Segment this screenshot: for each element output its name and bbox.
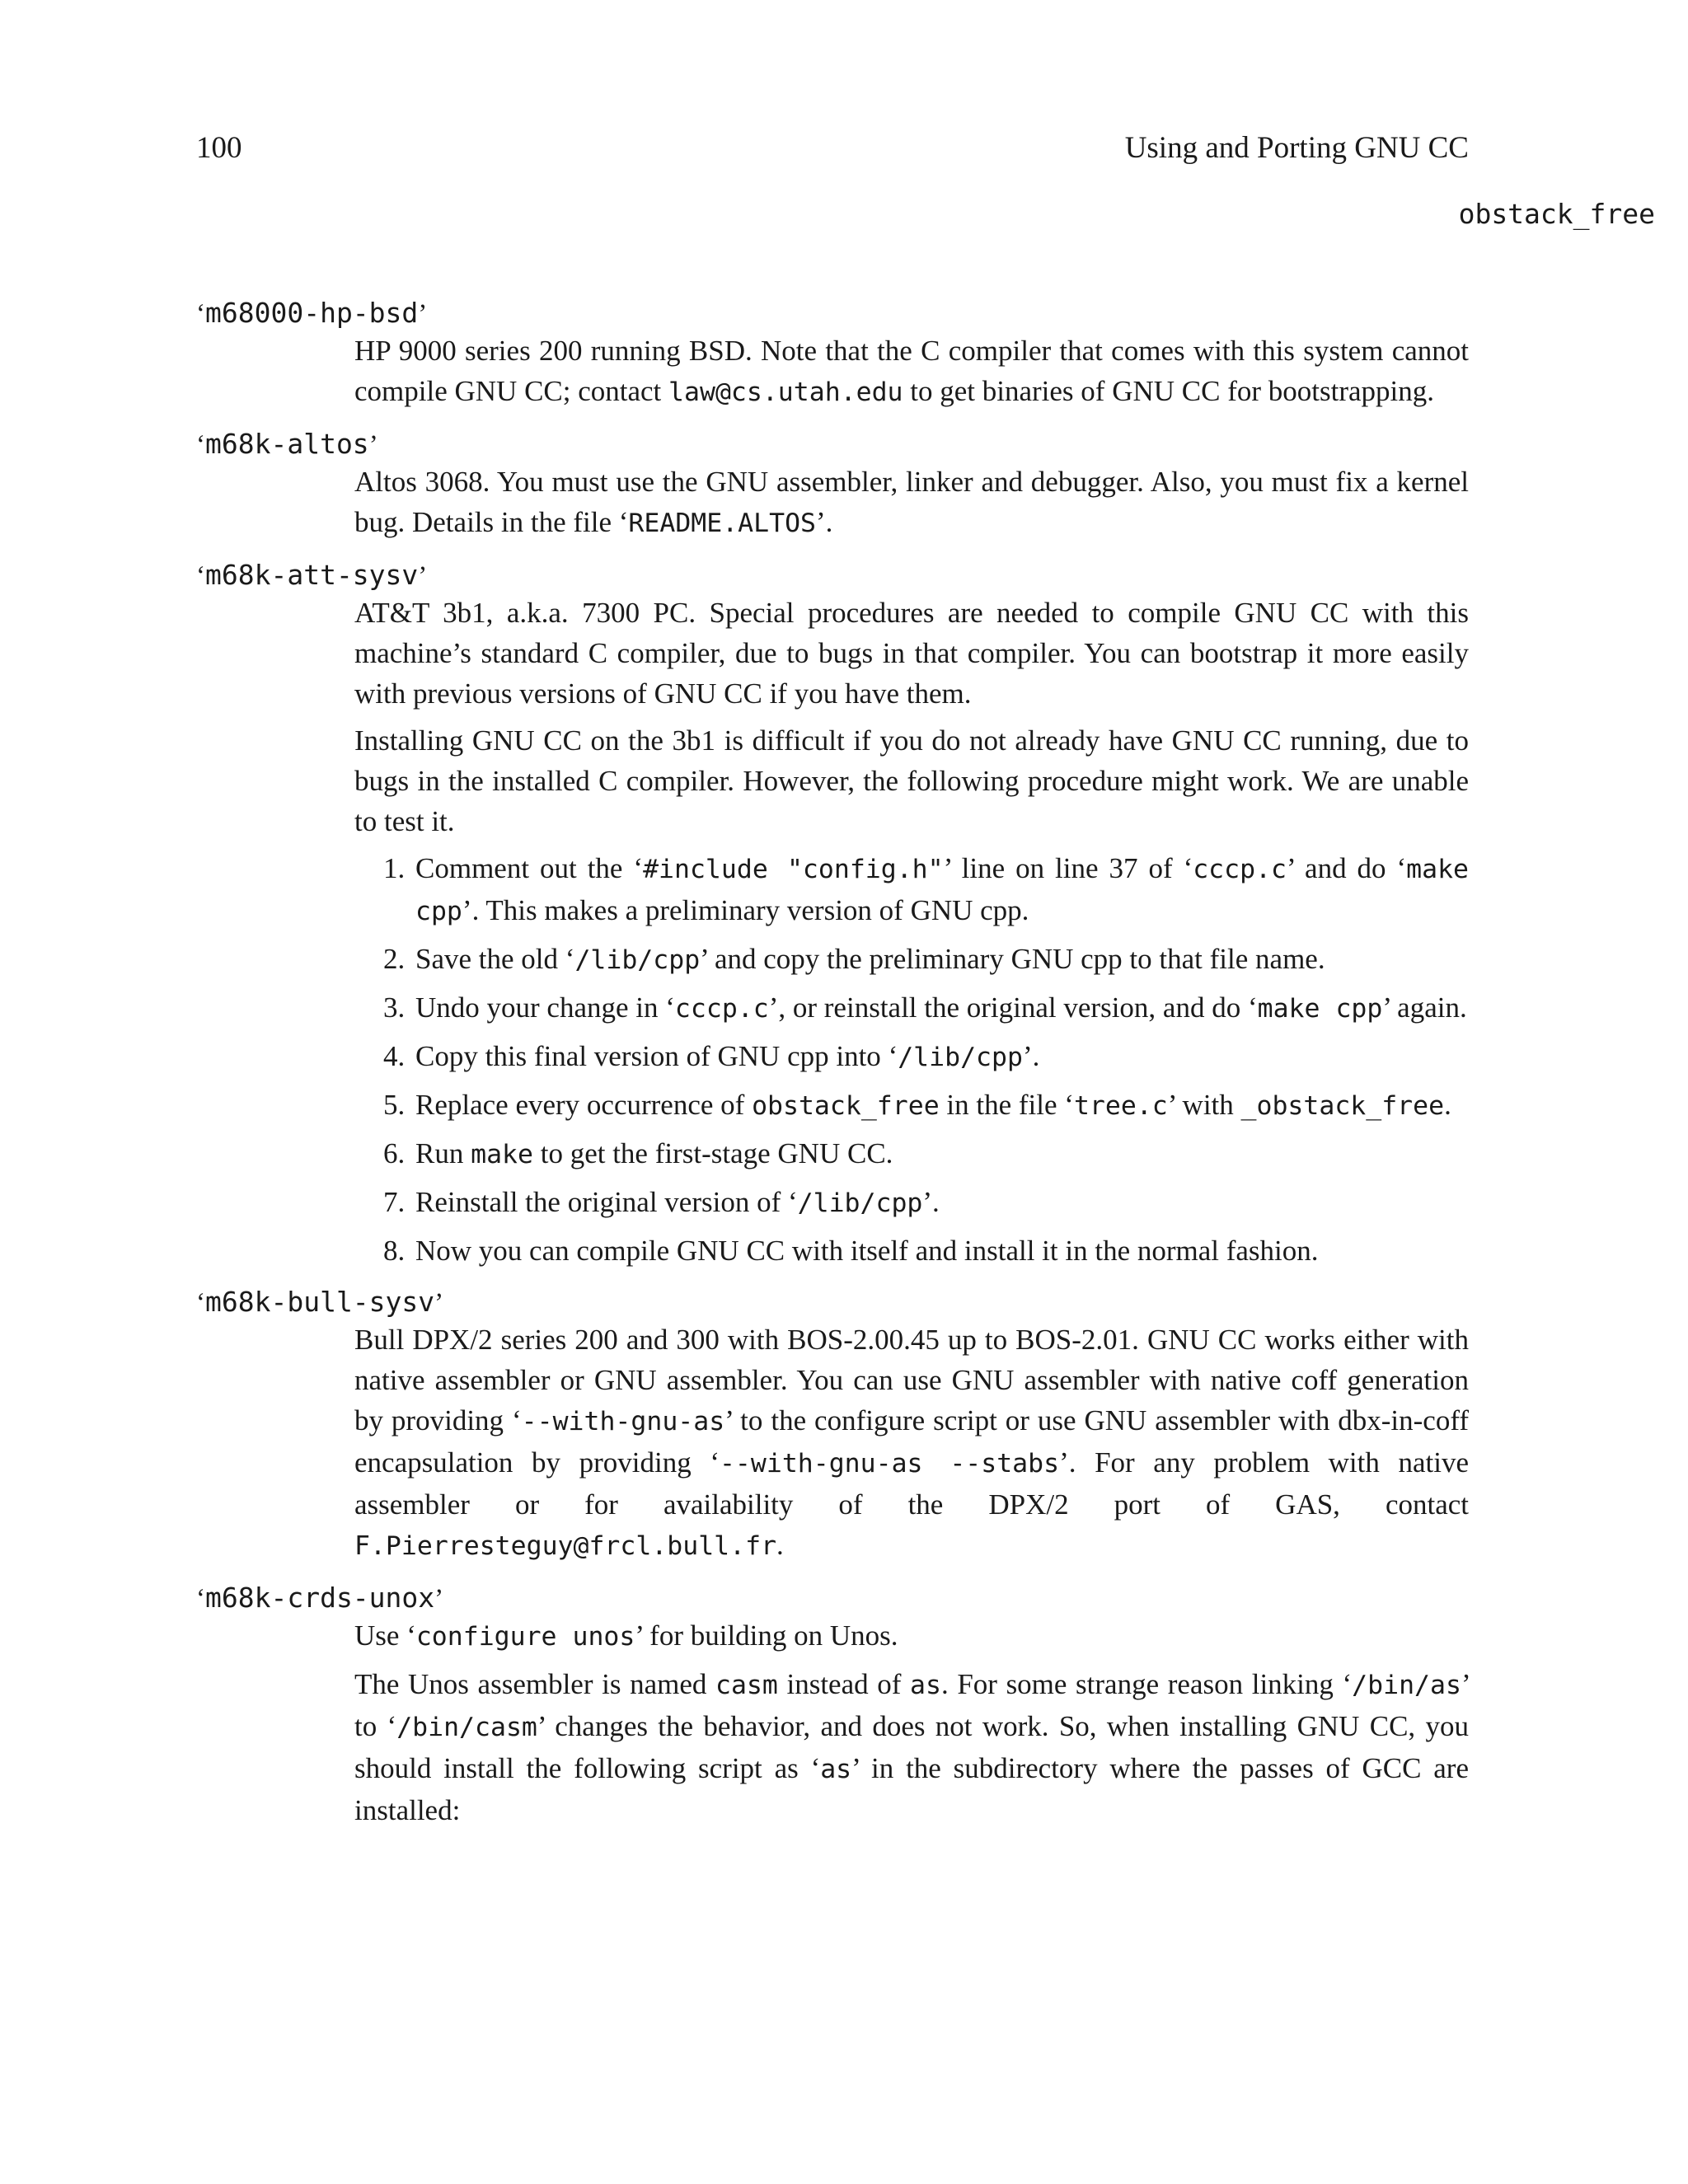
list-item: 1. Comment out the ‘#include "config.h"’ line on line 37 of ‘cccp.c’ and do ‘make cpp’. This makes a preliminary version of GNU cpp. <box>412 848 1469 932</box>
paragraph: Bull DPX/2 series 200 and 300 with BOS-2.00.45 up to BOS-2.01. GNU CC works either with native assembler or GNU assembler. You can use GNU assembler with native coff generation by providing ‘--with-gnu-as’ to the configure script or use GNU assembler with dbx-in-coff encapsulation by providing ‘--with-gnu-as --stabs’. For any problem with native assembler or for availability of the DPX/2 port of GAS, contact F.Pierresteguy@frcl.bull.fr. <box>354 1324 1470 1561</box>
paragraph: The Unos assembler is named casm instead of as. For some strange reason linking ‘/bin/as’ to ‘/bin/casm’ changes the behavior, and does not work. So, when installing GNU CC, you should install the following script as ‘as’ in the subdirectory where the passes of GCC are installed: <box>354 1668 1469 1826</box>
list-item: 5. Replace every occurrence of obstack_free in the file ‘tree.c’ with _obstack_free. <box>412 1085 1469 1127</box>
entry-description <box>354 593 1469 1271</box>
paragraph: Installing GNU CC on the 3b1 is difficult if you do not already have GNU CC running, due to bugs in the installed C compiler. However, the following procedure might work. We are unable to test it. <box>354 724 1469 837</box>
entry-term: ‘m68k-att-sysv’ <box>196 559 428 591</box>
entry-term: ‘m68k-altos’ <box>196 428 378 460</box>
entry-term: ‘m68000-hp-bsd’ <box>196 297 428 329</box>
list-item: 2. Save the old ‘/lib/cpp’ and copy the preliminary GNU cpp to that file name. <box>412 939 1469 981</box>
paragraph: Altos 3068. You must use the GNU assembler, linker and debugger. Also, you must fix a kernel bug. Details in the file ‘README.ALTOS’. <box>354 466 1469 538</box>
entry-description <box>354 330 1469 413</box>
page-number: 100 <box>196 131 242 165</box>
procedure-list <box>354 848 1469 1271</box>
entry-list <box>196 288 1469 1837</box>
list-item: 7. Reinstall the original version of ‘/lib/cpp’. <box>412 1182 1469 1224</box>
entry-term: ‘m68k-bull-sysv’ <box>196 1286 444 1318</box>
entry-term: ‘m68k-crds-unox’ <box>196 1582 444 1614</box>
list-item: 6. Run make to get the first-stage GNU CC. <box>412 1133 1469 1175</box>
margin-note: obstack_free <box>1458 198 1655 230</box>
filename-code: README.ALTOS <box>628 509 816 538</box>
email-code: law@cs.utah.edu <box>668 377 903 407</box>
list-item: 8. Now you can compile GNU CC with itself and install it in the normal fashion. <box>412 1230 1469 1271</box>
paragraph: HP 9000 series 200 running BSD. Note that the C compiler that comes with this system cannot compile GNU CC; contact law@cs.utah.edu to get binaries of GNU CC for bootstrapping. <box>354 335 1469 407</box>
paragraph: Use ‘configure unos’ for building on Unos. <box>354 1619 898 1652</box>
entry-description <box>354 1319 1469 1567</box>
list-item: 4. Copy this final version of GNU cpp into ‘/lib/cpp’. <box>412 1036 1469 1078</box>
entry-description <box>354 1615 1469 1830</box>
email-code: F.Pierresteguy@frcl.bull.fr <box>354 1531 777 1561</box>
list-item: 3. Undo your change in ‘cccp.c’, or reinstall the original version, and do ‘make cpp’ again. <box>412 987 1469 1029</box>
entry-description <box>354 462 1469 544</box>
paragraph: AT&T 3b1, a.k.a. 7300 PC. Special procedures are needed to compile GNU CC with this machine’s standard C compiler, due to bugs in that compiler. You can bootstrap it more easily with previous versions of GNU CC if you have them. <box>354 597 1469 710</box>
running-title: Using and Porting GNU CC <box>1124 131 1469 165</box>
